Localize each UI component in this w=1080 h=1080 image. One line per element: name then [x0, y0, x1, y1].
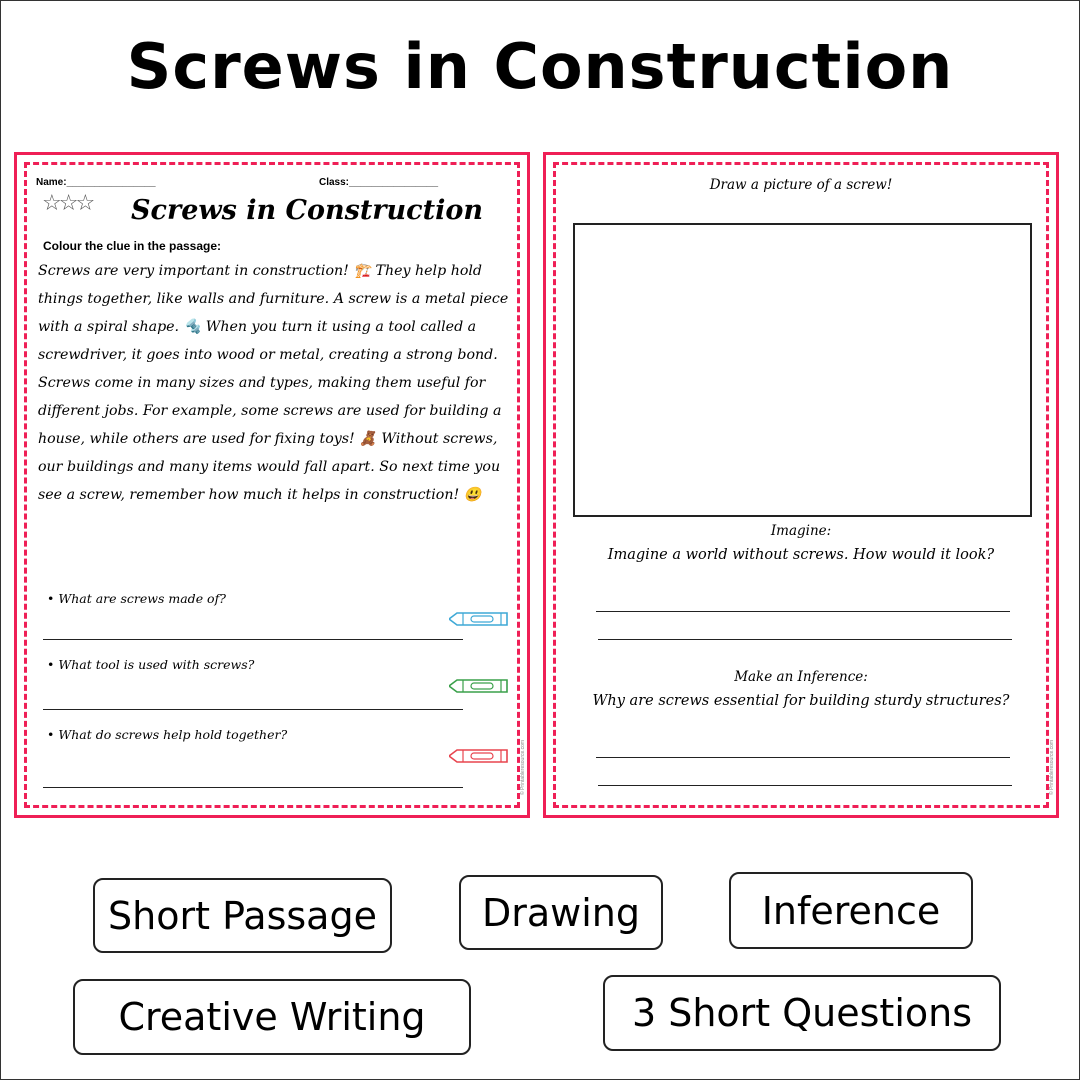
- passage-line: Screws come in many sizes and types, making them useful for: [38, 375, 486, 391]
- crayon-icon: [449, 747, 513, 765]
- passage-line: our buildings and many items would fall apart. So next time you: [38, 459, 501, 475]
- worksheet-passage-page: [14, 152, 530, 818]
- passage-line: screwdriver, it goes into wood or metal, creating a strong bond.: [38, 347, 498, 363]
- passage: [38, 257, 514, 509]
- passage-line: Screws are very important in construction! 🏗️ They help hold: [38, 263, 482, 279]
- answer-line[interactable]: [596, 757, 1010, 758]
- question-text: What do screws help hold together?: [58, 727, 288, 742]
- tag-inference: Inference: [729, 872, 973, 949]
- inference-heading: Make an Inference:: [734, 669, 868, 685]
- inference-question: Why are screws essential for building sturdy structures?: [592, 693, 1010, 709]
- question-1: [47, 591, 226, 606]
- instruction-text: Colour the clue in the passage:: [43, 239, 222, 253]
- passage-line: see a screw, remember how much it helps in construction! 😃: [38, 487, 482, 503]
- answer-line[interactable]: [598, 639, 1012, 640]
- question-3: [47, 727, 287, 742]
- bullet: •: [47, 657, 55, 672]
- imagine-heading: Imagine:: [770, 523, 832, 539]
- tag-3-short-questions: 3 Short Questions: [603, 975, 1001, 1051]
- tag-short-passage: Short Passage: [93, 878, 392, 953]
- question-text: What are screws made of?: [58, 591, 226, 606]
- answer-line[interactable]: [43, 709, 463, 710]
- rating-stars-icon: ☆☆☆: [42, 191, 93, 216]
- copyright-footer: © Printableresource.com: [520, 739, 526, 795]
- passage-line: things together, like walls and furniture. A screw is a metal piece: [38, 291, 509, 307]
- copyright-footer: © Printableresource.com: [1049, 739, 1055, 795]
- tag-creative-writing: Creative Writing: [73, 979, 471, 1055]
- answer-line[interactable]: [598, 785, 1012, 786]
- crayon-icon: [449, 610, 513, 628]
- drawing-box[interactable]: [573, 223, 1032, 517]
- bullet: •: [47, 727, 55, 742]
- bullet: •: [47, 591, 55, 606]
- answer-line[interactable]: [596, 611, 1010, 612]
- worksheet-title: Screws in Construction: [131, 195, 483, 226]
- answer-line[interactable]: [43, 639, 463, 640]
- passage-line: with a spiral shape. 🔩 When you turn it using a tool called a: [38, 319, 477, 335]
- tag-drawing: Drawing: [459, 875, 663, 950]
- name-label: Name:________________: [36, 177, 156, 188]
- answer-line[interactable]: [43, 787, 463, 788]
- imagine-question: Imagine a world without screws. How would it look?: [607, 547, 995, 563]
- crayon-icon: [449, 677, 513, 695]
- question-text: What tool is used with screws?: [58, 657, 255, 672]
- passage-line: different jobs. For example, some screws are used for building a: [38, 403, 502, 419]
- page-title: Screws in Construction: [126, 30, 954, 103]
- question-2: [47, 657, 254, 672]
- class-label: Class:________________: [319, 177, 438, 188]
- passage-line: house, while others are used for fixing toys! 🧸 Without screws,: [38, 431, 498, 447]
- draw-prompt: Draw a picture of a screw!: [709, 177, 893, 193]
- worksheet-activity-page: [543, 152, 1059, 818]
